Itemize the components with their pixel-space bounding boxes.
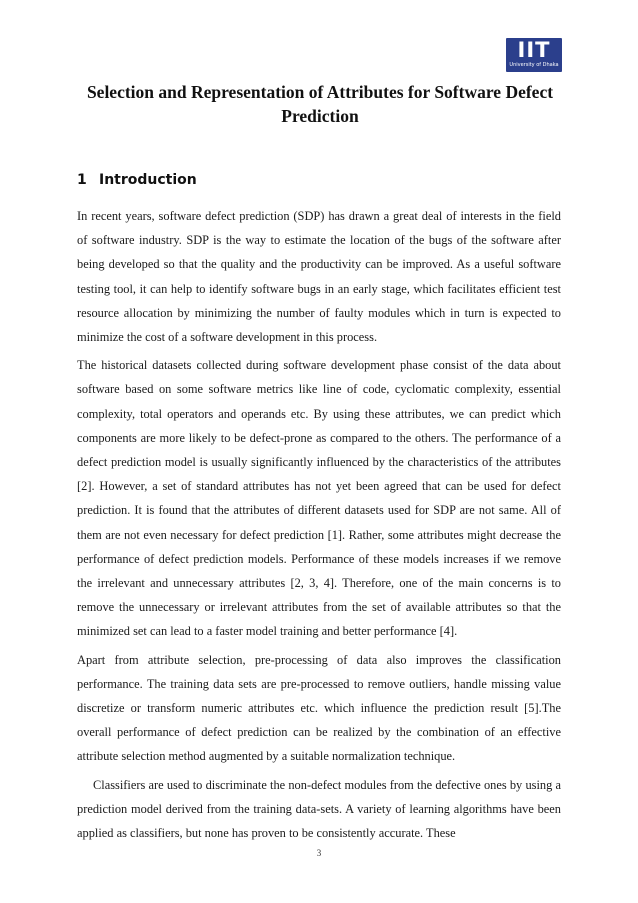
document-title: Selection and Representation of Attributes for Software Defect Prediction xyxy=(86,82,554,126)
page-number: 3 xyxy=(316,848,322,858)
institute-logo xyxy=(506,38,562,72)
logo-text: IIT xyxy=(517,38,551,62)
section-heading xyxy=(77,170,561,190)
section-title: Introduction xyxy=(99,172,197,188)
body-text xyxy=(77,204,561,849)
paragraph-4: Classifiers are used to discriminate the non-defect modules from the defective ones by using a prediction model derived from the training data-sets. A variety of learning algorithms have been applied as classifiers, but none has proven to be consistently accurate. These xyxy=(77,777,561,841)
paragraph-3: Apart from attribute selection, pre-processing of data also improves the classification performance. The training data sets are pre-processed to remove outliers, handle missing value discretize or transform numeric attributes etc. which influence the prediction result [5].The overall performance of defect prediction can be realized by the combination of an effective attribute selection method augmented by a suitable normalization technique. xyxy=(77,652,561,764)
section-number: 1 xyxy=(77,172,87,188)
paragraph-1: In recent years, software defect prediction (SDP) has drawn a great deal of interests in the field of software industry. SDP is the way to estimate the location of the bugs of the software after being developed so that the quality and the productivity can be improved. As a useful software testing tool, it can help to identify software bugs in an early stage, which facilitates efficient test resource allocation by minimizing the number of faulty modules which in turn is expected to minimize the cost of a software development in this process. xyxy=(77,209,561,345)
logo-subtext: University of Dhaka xyxy=(509,62,559,68)
paragraph-2: The historical datasets collected during software development phase consist of the data about software based on some software metrics like line of code, cyclomatic complexity, essential complexity, total operators and operands etc. By using these attributes, we can predict which components are more likely to be defect-prone as compared to the others. The performance of a defect prediction model is usually significantly influenced by the characteristics of the attributes [2]. However, a set of standard attributes has not yet been agreed that can be used for defect prediction. It is found that the attributes of different datasets used for SDP are not same. All of them are not even necessary for defect prediction [1]. Rather, some attributes might decrease the performance of defect prediction models. Performance of these models increases if we remove the irrelevant and unnecessary attributes [2, 3, 4]. Therefore, one of the main concerns is to remove the unnecessary or irrelevant attributes from the set of available attributes so that the minimized set can lead to a faster model training and better performance [4]. xyxy=(77,358,561,639)
